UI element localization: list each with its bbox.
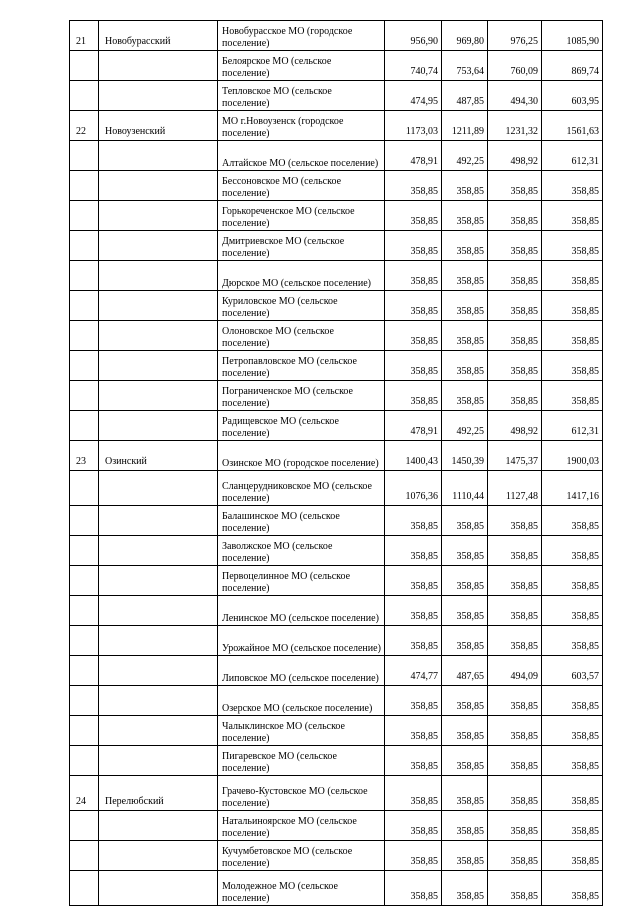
table-row [70,506,603,536]
table-row [70,536,603,566]
district-name [99,201,218,231]
table-row [70,776,603,811]
row-number [70,811,99,841]
table-row [70,291,603,321]
table-row [70,81,603,111]
district-name [99,871,218,906]
value-1: 358,85 [385,506,442,536]
district-name [99,81,218,111]
value-1: 478,91 [385,411,442,441]
value-3: 498,92 [488,141,542,171]
value-4: 358,85 [542,566,603,596]
row-number [70,506,99,536]
municipality-name: Бессоновское МО (сельское поселение) [218,171,385,201]
district-name [99,536,218,566]
value-3: 358,85 [488,381,542,411]
municipality-name: Натальиноярское МО (сельское поселение) [218,811,385,841]
value-2: 969,80 [442,21,488,51]
value-2: 358,85 [442,171,488,201]
value-3: 358,85 [488,536,542,566]
value-4: 358,85 [542,201,603,231]
value-1: 358,85 [385,261,442,291]
row-number [70,141,99,171]
value-1: 358,85 [385,536,442,566]
value-4: 358,85 [542,871,603,906]
row-number [70,351,99,381]
value-3: 358,85 [488,776,542,811]
district-name [99,566,218,596]
table-row [70,111,603,141]
municipality-name: Горькореченское МО (сельское поселение) [218,201,385,231]
district-name [99,291,218,321]
value-2: 1450,39 [442,441,488,471]
value-1: 358,85 [385,871,442,906]
district-name [99,261,218,291]
municipality-name: Урожайное МО (сельское поселение) [218,626,385,656]
value-1: 358,85 [385,811,442,841]
municipality-name: Куриловское МО (сельское поселение) [218,291,385,321]
municipality-name: МО г.Новоузенск (городское поселение) [218,111,385,141]
value-1: 358,85 [385,776,442,811]
value-2: 358,85 [442,201,488,231]
value-4: 358,85 [542,716,603,746]
value-3: 358,85 [488,566,542,596]
value-3: 358,85 [488,811,542,841]
value-1: 474,95 [385,81,442,111]
value-3: 358,85 [488,746,542,776]
table-row [70,871,603,906]
municipality-name: Первоцелинное МО (сельское поселение) [218,566,385,596]
table-row [70,626,603,656]
municipality-name: Дмитриевское МО (сельское поселение) [218,231,385,261]
row-number [70,291,99,321]
value-3: 498,92 [488,411,542,441]
value-4: 358,85 [542,506,603,536]
district-name [99,841,218,871]
district-name [99,656,218,686]
municipality-name: Кучумбетовское МО (сельское поселение) [218,841,385,871]
municipality-name: Балашинское МО (сельское поселение) [218,506,385,536]
value-2: 1110,44 [442,471,488,506]
value-1: 358,85 [385,841,442,871]
row-number [70,536,99,566]
value-2: 487,65 [442,656,488,686]
row-number [70,201,99,231]
row-number [70,566,99,596]
municipality-name: Озинское МО (городское поселение) [218,441,385,471]
value-1: 478,91 [385,141,442,171]
municipality-name: Сланцерудниковское МО (сельское поселение) [218,471,385,506]
value-4: 358,85 [542,321,603,351]
value-1: 956,90 [385,21,442,51]
value-2: 358,85 [442,871,488,906]
value-3: 358,85 [488,871,542,906]
value-2: 358,85 [442,841,488,871]
row-number: 23 [70,441,99,471]
value-1: 358,85 [385,596,442,626]
row-number [70,626,99,656]
value-4: 358,85 [542,776,603,811]
value-3: 358,85 [488,171,542,201]
district-name [99,411,218,441]
table-row [70,716,603,746]
row-number: 21 [70,21,99,51]
value-1: 1076,36 [385,471,442,506]
value-4: 1085,90 [542,21,603,51]
value-1: 358,85 [385,291,442,321]
district-name [99,811,218,841]
row-number [70,231,99,261]
table-row [70,351,603,381]
district-name [99,506,218,536]
value-1: 358,85 [385,686,442,716]
municipality-name: Грачево-Кустовское МО (сельское поселение) [218,776,385,811]
row-number [70,716,99,746]
table-row [70,201,603,231]
row-number [70,381,99,411]
row-number [70,171,99,201]
table-row [70,231,603,261]
value-3: 1475,37 [488,441,542,471]
value-3: 358,85 [488,626,542,656]
district-name [99,626,218,656]
value-1: 358,85 [385,231,442,261]
municipality-name: Озерское МО (сельское поселение) [218,686,385,716]
table-row [70,596,603,626]
row-number [70,596,99,626]
value-2: 358,85 [442,536,488,566]
value-3: 358,85 [488,841,542,871]
value-4: 869,74 [542,51,603,81]
value-1: 1400,43 [385,441,442,471]
value-2: 358,85 [442,321,488,351]
municipality-name: Новобурасское МО (городское поселение) [218,21,385,51]
value-4: 612,31 [542,411,603,441]
value-3: 358,85 [488,231,542,261]
value-3: 358,85 [488,201,542,231]
value-4: 358,85 [542,536,603,566]
table-row [70,411,603,441]
district-name [99,686,218,716]
value-2: 492,25 [442,411,488,441]
value-4: 358,85 [542,231,603,261]
municipality-name: Тепловское МО (сельское поселение) [218,81,385,111]
value-3: 1231,32 [488,111,542,141]
value-3: 358,85 [488,686,542,716]
value-3: 1127,48 [488,471,542,506]
value-2: 358,85 [442,291,488,321]
municipality-name: Петропавловское МО (сельское поселение) [218,351,385,381]
table-row [70,746,603,776]
district-name [99,231,218,261]
table-row [70,321,603,351]
municipality-name: Пигаревское МО (сельское поселение) [218,746,385,776]
table-row [70,656,603,686]
table-row [70,471,603,506]
value-2: 358,85 [442,596,488,626]
value-2: 358,85 [442,506,488,536]
district-name: Озинский [99,441,218,471]
row-number [70,841,99,871]
value-3: 358,85 [488,506,542,536]
value-2: 358,85 [442,776,488,811]
value-1: 358,85 [385,716,442,746]
row-number [70,746,99,776]
district-name [99,321,218,351]
value-3: 358,85 [488,261,542,291]
value-2: 358,85 [442,566,488,596]
value-1: 740,74 [385,51,442,81]
table-row [70,381,603,411]
value-4: 603,95 [542,81,603,111]
district-name [99,596,218,626]
table-row [70,51,603,81]
table-row [70,841,603,871]
value-1: 358,85 [385,201,442,231]
district-name [99,351,218,381]
value-2: 487,85 [442,81,488,111]
value-2: 358,85 [442,351,488,381]
row-number [70,656,99,686]
municipality-name: Дюрское МО (сельское поселение) [218,261,385,291]
value-4: 358,85 [542,261,603,291]
municipality-name: Заволжское МО (сельское поселение) [218,536,385,566]
table-row [70,441,603,471]
value-4: 603,57 [542,656,603,686]
row-number [70,51,99,81]
municipality-name: Чалыклинское МО (сельское поселение) [218,716,385,746]
table-row [70,811,603,841]
row-number: 22 [70,111,99,141]
value-3: 760,09 [488,51,542,81]
district-name [99,381,218,411]
value-1: 358,85 [385,351,442,381]
table-row [70,171,603,201]
value-1: 358,85 [385,626,442,656]
value-4: 612,31 [542,141,603,171]
district-name: Новобурасский [99,21,218,51]
value-4: 1417,16 [542,471,603,506]
table-row [70,566,603,596]
municipality-name: Алтайское МО (сельское поселение) [218,141,385,171]
value-1: 358,85 [385,171,442,201]
value-1: 474,77 [385,656,442,686]
municipality-name: Липовское МО (сельское поселение) [218,656,385,686]
value-3: 494,09 [488,656,542,686]
municipality-name: Пограниченское МО (сельское поселение) [218,381,385,411]
value-3: 358,85 [488,716,542,746]
row-number [70,686,99,716]
row-number [70,871,99,906]
value-4: 358,85 [542,291,603,321]
value-3: 358,85 [488,291,542,321]
value-4: 358,85 [542,351,603,381]
value-2: 358,85 [442,626,488,656]
value-4: 358,85 [542,811,603,841]
value-2: 358,85 [442,381,488,411]
municipality-table [69,20,603,906]
municipality-name: Радищевское МО (сельское поселение) [218,411,385,441]
table-row [70,686,603,716]
value-4: 358,85 [542,746,603,776]
value-2: 358,85 [442,746,488,776]
district-name [99,51,218,81]
value-2: 358,85 [442,231,488,261]
municipality-name: Ленинское МО (сельское поселение) [218,596,385,626]
municipality-name: Молодежное МО (сельское поселение) [218,871,385,906]
table-row [70,21,603,51]
value-4: 1900,03 [542,441,603,471]
value-4: 358,85 [542,171,603,201]
value-1: 358,85 [385,381,442,411]
district-name: Перелюбский [99,776,218,811]
value-3: 358,85 [488,321,542,351]
district-name [99,471,218,506]
district-name [99,141,218,171]
value-2: 358,85 [442,261,488,291]
row-number [70,321,99,351]
row-number [70,411,99,441]
value-2: 753,64 [442,51,488,81]
value-4: 358,85 [542,686,603,716]
value-2: 358,85 [442,716,488,746]
district-name [99,716,218,746]
table-row [70,261,603,291]
municipality-name: Олоновское МО (сельское поселение) [218,321,385,351]
value-2: 358,85 [442,811,488,841]
district-name [99,746,218,776]
district-name [99,171,218,201]
value-1: 358,85 [385,566,442,596]
table-body [70,21,603,906]
row-number [70,261,99,291]
municipality-name: Белоярское МО (сельское поселение) [218,51,385,81]
value-2: 1211,89 [442,111,488,141]
value-4: 1561,63 [542,111,603,141]
value-4: 358,85 [542,381,603,411]
table-row [70,141,603,171]
value-1: 358,85 [385,746,442,776]
value-4: 358,85 [542,596,603,626]
value-2: 358,85 [442,686,488,716]
value-3: 494,30 [488,81,542,111]
row-number [70,471,99,506]
district-name: Новоузенский [99,111,218,141]
row-number: 24 [70,776,99,811]
value-2: 492,25 [442,141,488,171]
value-4: 358,85 [542,626,603,656]
row-number [70,81,99,111]
value-1: 1173,03 [385,111,442,141]
value-3: 358,85 [488,351,542,381]
value-3: 358,85 [488,596,542,626]
value-1: 358,85 [385,321,442,351]
value-4: 358,85 [542,841,603,871]
value-3: 976,25 [488,21,542,51]
